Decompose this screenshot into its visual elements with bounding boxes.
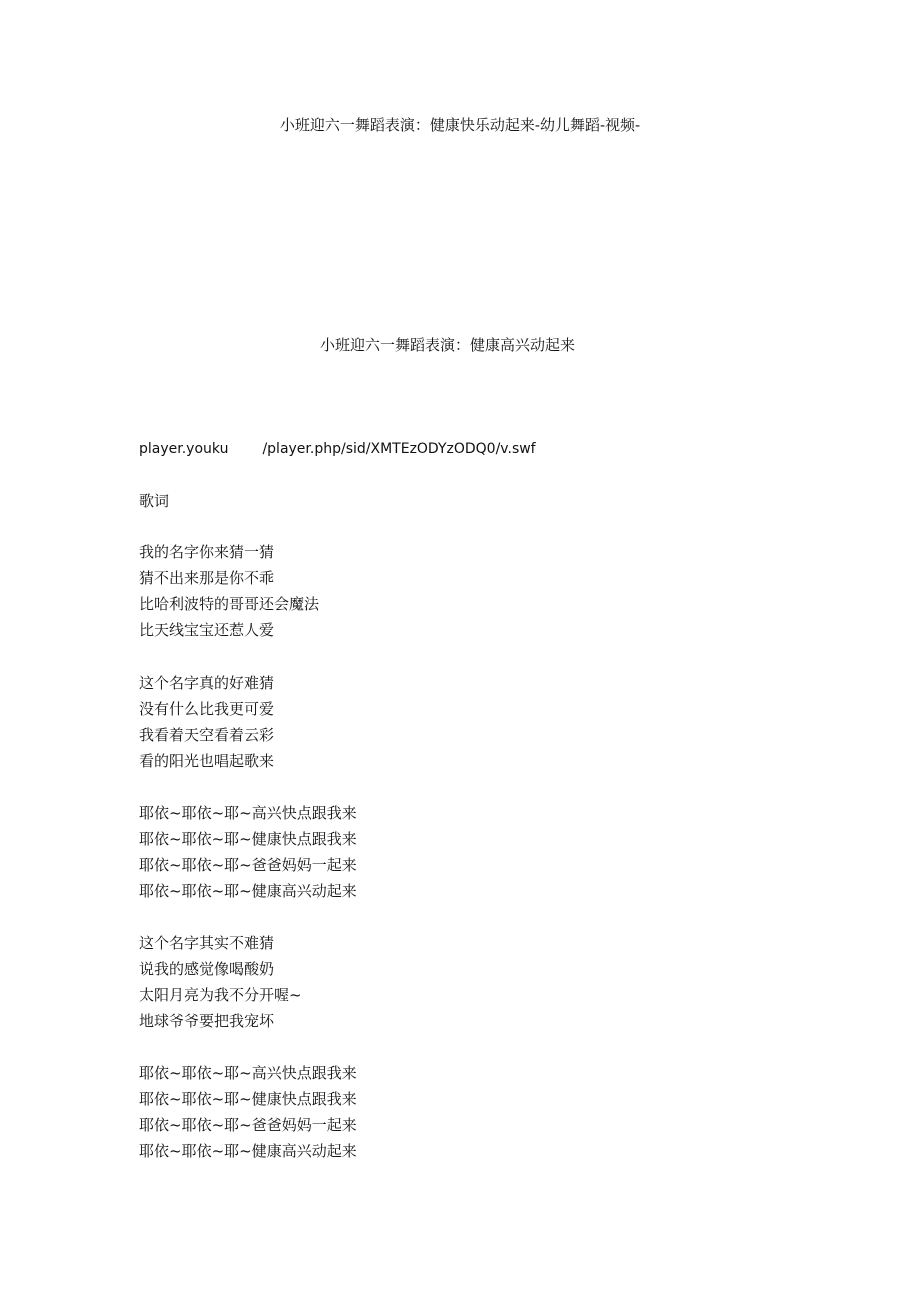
video-url-path: /player.php/sid/XMTEzODYzODQ0/v.swf <box>262 441 536 457</box>
lyric-line: 耶依~耶依~耶~健康高兴动起来 <box>139 1142 357 1160</box>
video-url-host: player.youku <box>139 441 229 457</box>
lyric-line: 比天线宝宝还惹人爱 <box>139 621 275 639</box>
lyric-line: 耶依~耶依~耶~高兴快点跟我来 <box>139 1064 357 1082</box>
lyric-line: 我的名字你来猜一猜 <box>139 543 275 561</box>
lyrics-stanza-2 <box>139 670 499 774</box>
lyric-line: 看的阳光也唱起歌来 <box>139 752 275 770</box>
lyrics-stanza-1 <box>139 539 499 643</box>
lyric-line: 地球爷爷要把我宠坏 <box>139 1012 275 1030</box>
lyrics-stanza-4 <box>139 930 499 1034</box>
lyrics-stanza-3 <box>139 800 499 904</box>
lyric-line: 耶依~耶依~耶~健康快点跟我来 <box>139 830 357 848</box>
lyric-line: 耶依~耶依~耶~爸爸妈妈一起来 <box>139 856 357 874</box>
lyric-line: 耶依~耶依~耶~高兴快点跟我来 <box>139 804 357 822</box>
lyric-line: 比哈利波特的哥哥还会魔法 <box>139 595 320 613</box>
lyric-line: 猜不出来那是你不乖 <box>139 569 275 587</box>
page-title: 小班迎六一舞蹈表演：健康快乐动起来-幼儿舞蹈-视频- <box>279 116 641 134</box>
lyric-line: 这个名字真的好难猜 <box>139 674 275 692</box>
lyric-line: 说我的感觉像喝酸奶 <box>139 960 275 978</box>
lyric-line: 我看着天空看着云彩 <box>139 726 275 744</box>
lyric-line: 耶依~耶依~耶~健康快点跟我来 <box>139 1090 357 1108</box>
lyric-line: 太阳月亮为我不分开喔~ <box>139 986 302 1004</box>
video-subtitle: 小班迎六一舞蹈表演：健康高兴动起来 <box>319 336 575 354</box>
lyric-line: 耶依~耶依~耶~爸爸妈妈一起来 <box>139 1116 357 1134</box>
lyric-line: 没有什么比我更可爱 <box>139 700 275 718</box>
lyrics-stanza-5 <box>139 1060 499 1164</box>
video-url <box>139 439 536 459</box>
lyric-line: 这个名字其实不难猜 <box>139 934 275 952</box>
lyrics-heading: 歌词 <box>139 492 170 510</box>
lyric-line: 耶依~耶依~耶~健康高兴动起来 <box>139 882 357 900</box>
